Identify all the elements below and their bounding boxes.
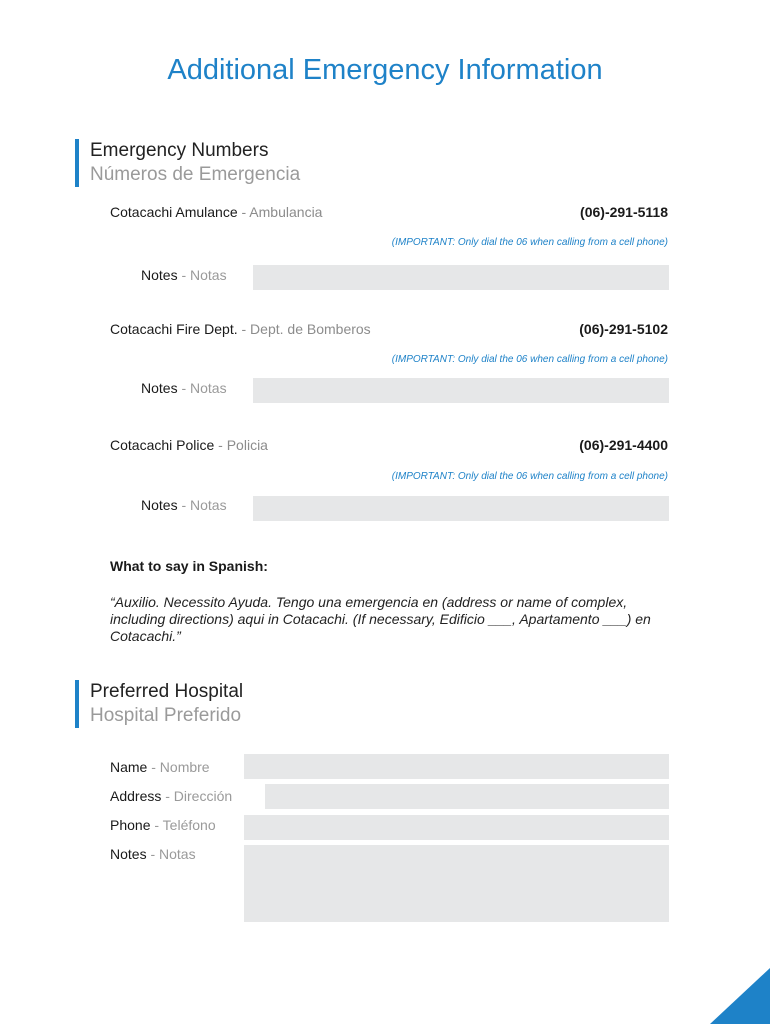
label-es: - Nombre [151,759,210,775]
label-en: Address [110,788,162,804]
ambulance-notes-field[interactable] [253,265,669,290]
fire-dept-notes-field[interactable] [253,378,669,403]
section-heading-es: Hospital Preferido [90,705,242,726]
section-heading-es: Números de Emergencia [90,164,301,185]
notes-label-es: - Notas [181,267,227,283]
police-notes-field[interactable] [253,496,669,521]
corner-triangle-decoration [710,968,770,1024]
label-en: Phone [110,817,151,833]
spanish-phrase-text: “Auxilio. Necessito Ayuda. Tengo una emergencia en (address or name of complex, including directions) aqui in Cotacachi. (If necessary, Edificio ___, Apartamento ___) en Cotacachi.” [110,594,651,644]
notes-label-en: Notes [141,380,178,396]
label-en: Notes [110,846,147,862]
label-es: - Dirección [165,788,233,804]
hospital-name-field[interactable] [244,754,669,779]
fire-dept-label [110,321,371,337]
label-en: Name [110,759,148,775]
label-es: - Teléfono [154,817,216,833]
notes-label-en: Notes [141,497,178,513]
fire-dept-phone: (06)-291-5102 [579,321,668,337]
notes-label-es: - Notas [181,497,227,513]
police-label [110,437,268,453]
spanish-phrase-heading: What to say in Spanish: [110,558,268,574]
emergency-section-heading [75,139,300,187]
notes-label-es: - Notas [181,380,227,396]
fire-dept-important-note: (IMPORTANT: Only dial the 06 when calling from a cell phone) [391,354,668,365]
hospital-name-label [110,759,210,775]
hospital-phone-field[interactable] [244,815,669,840]
hospital-notes-label [110,846,196,862]
hospital-notes-field[interactable] [244,845,669,922]
notes-label-en: Notes [141,267,178,283]
section-heading-en: Emergency Numbers [90,140,269,161]
police-important-note: (IMPORTANT: Only dial the 06 when calling from a cell phone) [391,471,668,482]
ambulance-name-es: - Ambulancia [241,204,323,220]
label-es: - Notas [150,846,196,862]
ambulance-label [110,204,322,220]
hospital-phone-label [110,817,216,833]
police-name-en: Cotacachi Police [110,437,215,453]
ambulance-phone: (06)-291-5118 [580,204,668,220]
ambulance-important-note: (IMPORTANT: Only dial the 06 when calling from a cell phone) [391,237,668,248]
hospital-section-heading [75,680,243,728]
fire-dept-notes-label [141,380,227,396]
ambulance-name-en: Cotacachi Amulance [110,204,238,220]
police-notes-label [141,497,227,513]
police-name-es: - Policia [218,437,268,453]
page-title: Additional Emergency Information [167,54,603,86]
ambulance-notes-label [141,267,227,283]
hospital-address-label [110,788,232,804]
police-phone: (06)-291-4400 [579,437,668,453]
fire-dept-name-es: - Dept. de Bomberos [241,321,371,337]
hospital-address-field[interactable] [265,784,669,809]
section-heading-en: Preferred Hospital [90,681,244,702]
fire-dept-name-en: Cotacachi Fire Dept. [110,321,238,337]
